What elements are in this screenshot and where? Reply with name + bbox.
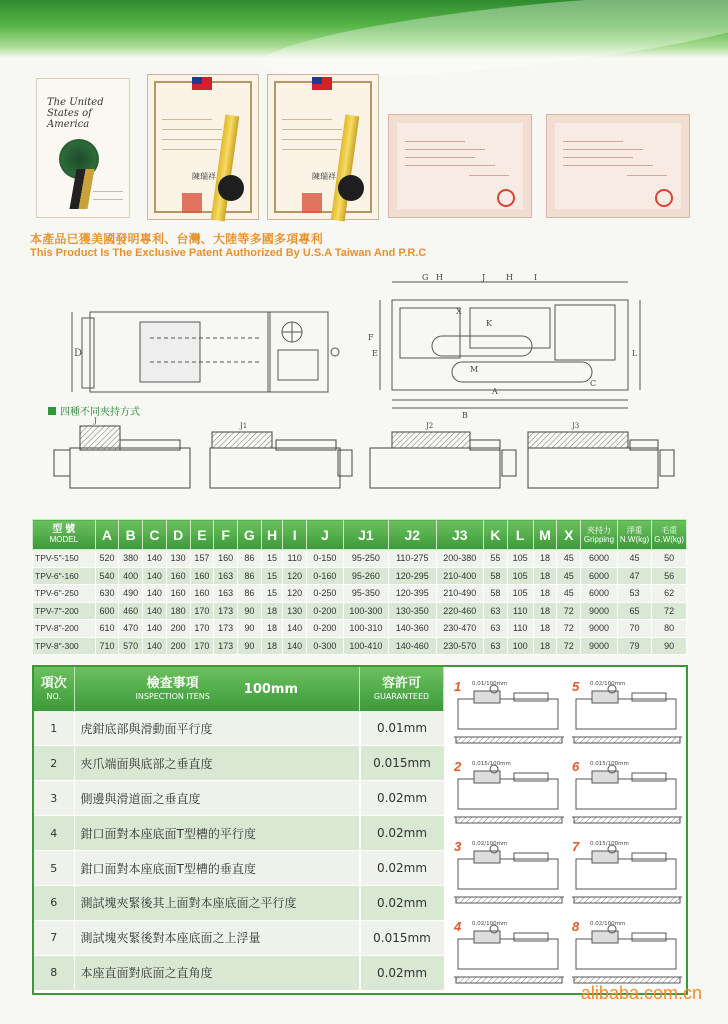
spec-cell: 710 <box>95 637 119 655</box>
inspection-diagram-4 <box>453 919 564 983</box>
header-g: G <box>238 520 262 550</box>
red-stamp-icon <box>497 189 515 207</box>
inspection-diagram-2 <box>453 759 564 823</box>
vise-body-outline <box>576 939 676 969</box>
header-h: H <box>261 520 283 550</box>
vise-body-outline <box>458 859 558 889</box>
diagram-number: 2 <box>454 759 462 774</box>
diagram-tolerance: 0.02/100mm <box>472 921 508 927</box>
svg-text:J2: J2 <box>426 422 434 430</box>
patent-statement-en: This Product Is The Exclusive Patent Authorized By U.S.A Taiwan And P.R.C <box>30 247 427 259</box>
inspection-diagram-8 <box>572 919 682 983</box>
header-gross-weight: 毛重 G.W(kg) <box>652 520 687 550</box>
inspection-row <box>34 711 444 746</box>
vise-body-outline <box>576 859 676 889</box>
header-j2: J2 <box>389 520 436 550</box>
spec-cell: 140-460 <box>389 637 436 655</box>
spec-cell: 140 <box>143 620 167 638</box>
diagram-number: 7 <box>572 839 580 854</box>
spec-cell: 140 <box>143 567 167 585</box>
spec-cell: 18 <box>533 550 557 568</box>
spec-cell: 200 <box>166 620 190 638</box>
inspection-diagram-7 <box>572 839 682 903</box>
spec-cell: 15 <box>261 550 283 568</box>
site-watermark: alibaba.com.cn <box>580 983 702 1003</box>
spec-row <box>33 637 687 655</box>
spec-cell: 173 <box>214 620 238 638</box>
spec-header-row <box>33 520 687 550</box>
svg-text:A: A <box>492 387 498 396</box>
spec-cell-model: TPV-7"-200 <box>33 602 96 620</box>
spec-cell: 100-310 <box>343 620 388 638</box>
spec-cell: 53 <box>617 585 652 603</box>
diagram-number: 4 <box>454 919 462 934</box>
header-l: L <box>507 520 533 550</box>
spec-cell: 100 <box>507 637 533 655</box>
header-guaranteed: 容許可 GUARANTEED <box>360 667 444 711</box>
spec-cell: 610 <box>95 620 119 638</box>
inspection-row <box>34 816 444 851</box>
certificate-signature: 陳瑞祥 <box>192 172 216 181</box>
diagram-tolerance: 0.015/100mm <box>590 841 629 847</box>
svg-text:C: C <box>590 379 597 388</box>
spec-cell: 79 <box>617 637 652 655</box>
spec-cell: 95-260 <box>343 567 388 585</box>
inspection-diagram-6 <box>572 759 682 823</box>
spec-row <box>33 567 687 585</box>
side-view-drawing <box>368 273 640 420</box>
spec-cell: 72 <box>557 637 581 655</box>
spec-cell: 86 <box>238 550 262 568</box>
inspection-val: 0.02mm <box>360 781 444 816</box>
header-b: B <box>119 520 143 550</box>
spec-cell: 45 <box>617 550 652 568</box>
spec-row <box>33 550 687 568</box>
inspection-item: 測試塊夾緊後其上面對本座底面之平行度 <box>74 885 360 920</box>
spec-cell: 160 <box>166 585 190 603</box>
clamping-method-drawings <box>54 417 674 488</box>
spec-cell: 110 <box>507 602 533 620</box>
inspection-no: 6 <box>34 885 74 920</box>
spec-cell: 0-200 <box>307 602 344 620</box>
inspection-row <box>34 781 444 816</box>
spec-cell: 210-490 <box>436 585 483 603</box>
spec-cell: 105 <box>507 550 533 568</box>
red-stamp-icon <box>302 193 322 213</box>
spec-cell: 160 <box>166 567 190 585</box>
header-c: C <box>143 520 167 550</box>
header-d: D <box>166 520 190 550</box>
spec-cell: 105 <box>507 585 533 603</box>
diagram-number: 8 <box>572 919 580 934</box>
spec-cell: 6000 <box>581 585 618 603</box>
spec-cell: 105 <box>507 567 533 585</box>
spec-cell-model: TPV-6"-250 <box>33 585 96 603</box>
patent-statement-cn: 本產品已獲美國發明專利、台灣、大陸等多國多項專利 <box>30 232 323 246</box>
spec-cell: 170 <box>190 602 214 620</box>
svg-text:M: M <box>470 365 479 374</box>
spec-cell: 58 <box>484 585 508 603</box>
inspection-no: 8 <box>34 955 74 990</box>
spec-cell: 600 <box>95 602 119 620</box>
inspection-no: 2 <box>34 746 74 781</box>
red-stamp-icon <box>655 189 673 207</box>
spec-cell: 470 <box>119 620 143 638</box>
inspection-val: 0.02mm <box>360 816 444 851</box>
spec-cell: 540 <box>95 567 119 585</box>
header-k: K <box>484 520 508 550</box>
inspection-header-row <box>34 667 444 711</box>
spec-cell: 140 <box>143 602 167 620</box>
spec-cell: 100-300 <box>343 602 388 620</box>
svg-text:J: J <box>482 273 486 282</box>
spec-cell: 173 <box>214 637 238 655</box>
specification-table <box>32 519 687 655</box>
inspection-item: 虎鉗底部與滑動面平行度 <box>74 711 360 746</box>
inspection-val: 0.02mm <box>360 885 444 920</box>
spec-cell: 160 <box>190 567 214 585</box>
inspection-row <box>34 885 444 920</box>
drawing-label-d: D <box>74 348 83 359</box>
spec-cell: 120 <box>283 567 307 585</box>
spec-cell: 95-250 <box>343 550 388 568</box>
usa-patent-certificate <box>36 78 130 218</box>
top-green-banner <box>0 0 728 58</box>
diagram-tolerance: 0.02/100mm <box>590 921 626 927</box>
svg-text:J: J <box>94 417 97 425</box>
spec-cell: 0-250 <box>307 585 344 603</box>
spec-cell-model: TPV-8"-200 <box>33 620 96 638</box>
china-patent-certificate-1 <box>388 114 532 218</box>
svg-text:X: X <box>456 307 462 316</box>
header-length: 100mm <box>243 681 299 697</box>
spec-cell: 160 <box>190 585 214 603</box>
inspection-no: 3 <box>34 781 74 816</box>
usa-certificate-title: The United States of America <box>47 97 104 130</box>
spec-cell: 120-295 <box>389 567 436 585</box>
taiwan-flag-icon <box>312 77 332 90</box>
spec-cell: 18 <box>533 620 557 638</box>
inspection-row <box>34 920 444 955</box>
inspection-row <box>34 955 444 990</box>
spec-cell: 18 <box>533 567 557 585</box>
spec-cell: 157 <box>190 550 214 568</box>
svg-text:J1: J1 <box>240 422 248 430</box>
inspection-no: 5 <box>34 851 74 886</box>
spec-cell: 380 <box>119 550 143 568</box>
text-line <box>93 191 123 192</box>
spec-cell: 230-570 <box>436 637 483 655</box>
vise-technical-drawings <box>0 270 728 500</box>
spec-cell-model: TPV-5"-150 <box>33 550 96 568</box>
spec-cell: 95-350 <box>343 585 388 603</box>
spec-cell: 72 <box>652 602 687 620</box>
spec-cell: 63 <box>484 620 508 638</box>
inspection-no: 1 <box>34 711 74 746</box>
spec-cell: 140 <box>143 585 167 603</box>
spec-cell: 45 <box>557 550 581 568</box>
header-x: X <box>557 520 581 550</box>
header-gripping: 夾持力 Gripping <box>581 520 618 550</box>
front-view-drawing <box>72 312 339 392</box>
spec-cell: 230-470 <box>436 620 483 638</box>
header-f: F <box>214 520 238 550</box>
inspection-no: 4 <box>34 816 74 851</box>
header-a: A <box>95 520 119 550</box>
svg-text:J3: J3 <box>572 422 580 430</box>
spec-cell: 90 <box>238 602 262 620</box>
spec-cell: 72 <box>557 620 581 638</box>
spec-cell: 140-360 <box>389 620 436 638</box>
diagram-tolerance: 0.02/100mm <box>590 681 626 687</box>
spec-cell: 130-350 <box>389 602 436 620</box>
spec-cell: 9000 <box>581 637 618 655</box>
diagram-tolerance: 0.015/100mm <box>472 761 511 767</box>
spec-cell: 80 <box>652 620 687 638</box>
vise-body-outline <box>576 699 676 729</box>
vise-body-outline <box>576 779 676 809</box>
spec-cell: 110 <box>507 620 533 638</box>
svg-text:H: H <box>506 273 513 282</box>
spec-cell: 90 <box>652 637 687 655</box>
text-line <box>93 199 123 200</box>
spec-row <box>33 602 687 620</box>
diagram-tolerance: 0.02/100mm <box>472 841 508 847</box>
spec-cell: 163 <box>214 567 238 585</box>
spec-cell: 130 <box>166 550 190 568</box>
wax-seal-icon <box>218 175 244 201</box>
header-i: I <box>283 520 307 550</box>
spec-cell: 47 <box>617 567 652 585</box>
spec-cell: 45 <box>557 585 581 603</box>
inspection-table-body <box>34 711 444 990</box>
spec-cell: 120-395 <box>389 585 436 603</box>
spec-cell: 110-275 <box>389 550 436 568</box>
spec-cell: 173 <box>214 602 238 620</box>
svg-text:B: B <box>462 411 468 420</box>
spec-cell: 0-200 <box>307 620 344 638</box>
header-j3: J3 <box>436 520 483 550</box>
diagram-tolerance: 0.01/100mm <box>472 681 508 687</box>
inspection-diagram-1 <box>454 679 564 743</box>
taiwan-patent-certificate-1 <box>147 74 259 220</box>
spec-cell: 90 <box>238 620 262 638</box>
spec-cell: 63 <box>484 637 508 655</box>
spec-cell: 6000 <box>581 567 618 585</box>
spec-cell: 180 <box>166 602 190 620</box>
inspection-row <box>34 851 444 886</box>
spec-cell: 400 <box>119 567 143 585</box>
spec-cell: 160 <box>214 550 238 568</box>
spec-cell: 140 <box>143 637 167 655</box>
inspection-diagram-5 <box>572 679 682 743</box>
spec-cell: 490 <box>119 585 143 603</box>
spec-cell: 15 <box>261 567 283 585</box>
svg-text:G: G <box>422 273 429 282</box>
header-model: 型 號 MODEL <box>33 520 96 550</box>
spec-cell: 520 <box>95 550 119 568</box>
inspection-diagrams <box>448 671 686 993</box>
inspection-val: 0.015mm <box>360 746 444 781</box>
inspection-item: 鉗口面對本座底面T型槽的平行度 <box>74 816 360 851</box>
caption-text: 四種不同夾持方式 <box>60 407 140 418</box>
spec-cell: 18 <box>533 585 557 603</box>
spec-cell: 63 <box>484 602 508 620</box>
taiwan-patent-certificate-2 <box>267 74 379 220</box>
svg-text:E: E <box>372 349 378 358</box>
china-patent-certificate-2 <box>546 114 690 218</box>
vise-body-outline <box>458 939 558 969</box>
spec-cell: 18 <box>533 602 557 620</box>
spec-cell: 86 <box>238 585 262 603</box>
wax-seal-icon <box>338 175 364 201</box>
spec-cell: 170 <box>190 620 214 638</box>
svg-text:K: K <box>486 319 492 328</box>
spec-cell: 9000 <box>581 620 618 638</box>
clamping-method-1 <box>54 417 190 488</box>
spec-cell: 45 <box>557 567 581 585</box>
inspection-item: 本座直面對底面之直角度 <box>74 955 360 990</box>
inspection-item: 夾爪端面與底部之垂直度 <box>74 746 360 781</box>
clamping-method-3 <box>370 422 516 488</box>
red-stamp-icon <box>182 193 202 213</box>
spec-cell: 140 <box>283 620 307 638</box>
spec-cell: 70 <box>617 620 652 638</box>
clamping-method-2 <box>210 422 352 488</box>
diagram-number: 5 <box>572 679 580 694</box>
inspection-panel <box>32 665 688 995</box>
spec-cell: 200-380 <box>436 550 483 568</box>
spec-row <box>33 620 687 638</box>
svg-text:I: I <box>534 273 538 282</box>
svg-text:L: L <box>632 349 638 358</box>
spec-cell: 56 <box>652 567 687 585</box>
inspection-val: 0.015mm <box>360 920 444 955</box>
spec-cell: 0-160 <box>307 567 344 585</box>
inspection-val: 0.02mm <box>360 955 444 990</box>
spec-table-body <box>33 550 687 655</box>
inspection-val: 0.02mm <box>360 851 444 886</box>
spec-cell: 65 <box>617 602 652 620</box>
header-j: J <box>307 520 344 550</box>
spec-cell: 6000 <box>581 550 618 568</box>
spec-cell: 200 <box>166 637 190 655</box>
diagram-number: 1 <box>454 679 462 694</box>
inspection-item: 側邊與滑道面之垂直度 <box>74 781 360 816</box>
vise-body-outline <box>458 779 558 809</box>
svg-text:H: H <box>436 273 443 282</box>
inspection-no: 7 <box>34 920 74 955</box>
spec-cell: 140 <box>283 637 307 655</box>
clamping-method-4 <box>528 422 674 488</box>
green-square-icon <box>48 407 56 415</box>
spec-cell: 130 <box>283 602 307 620</box>
spec-row <box>33 585 687 603</box>
spec-cell: 120 <box>283 585 307 603</box>
vise-body-outline <box>458 699 558 729</box>
spec-cell: 0-300 <box>307 637 344 655</box>
header-net-weight: 淨重 N.W(kg) <box>617 520 652 550</box>
spec-cell: 570 <box>119 637 143 655</box>
spec-cell: 18 <box>261 637 283 655</box>
diagram-number: 3 <box>454 839 462 854</box>
certificate-signature: 陳瑞祥 <box>312 172 336 181</box>
header-e: E <box>190 520 214 550</box>
spec-cell: 90 <box>238 637 262 655</box>
spec-cell: 62 <box>652 585 687 603</box>
spec-cell: 55 <box>484 550 508 568</box>
clamping-methods-caption <box>48 403 140 418</box>
spec-cell: 18 <box>533 637 557 655</box>
spec-cell: 58 <box>484 567 508 585</box>
spec-cell: 630 <box>95 585 119 603</box>
header-j1: J1 <box>343 520 388 550</box>
inspection-val: 0.01mm <box>360 711 444 746</box>
spec-cell: 0-150 <box>307 550 344 568</box>
spec-cell-model: TPV-8"-300 <box>33 637 96 655</box>
spec-cell: 100-410 <box>343 637 388 655</box>
inspection-diagram-3 <box>454 839 564 903</box>
spec-cell: 210-400 <box>436 567 483 585</box>
spec-cell: 50 <box>652 550 687 568</box>
spec-cell: 220-460 <box>436 602 483 620</box>
spec-cell: 110 <box>283 550 307 568</box>
header-inspection-items: 檢查事項 INSPECTION ITENS 100mm <box>74 667 360 711</box>
spec-cell: 170 <box>190 637 214 655</box>
spec-cell: 460 <box>119 602 143 620</box>
spec-cell: 15 <box>261 585 283 603</box>
inspection-table <box>34 667 444 991</box>
inspection-row <box>34 746 444 781</box>
diagram-number: 6 <box>572 759 580 774</box>
spec-cell-model: TPV-6"-160 <box>33 567 96 585</box>
spec-cell: 72 <box>557 602 581 620</box>
spec-cell: 140 <box>143 550 167 568</box>
inspection-item: 鉗口面對本座底面T型槽的垂直度 <box>74 851 360 886</box>
spec-cell: 163 <box>214 585 238 603</box>
inspection-item: 測試塊夾緊後對本座底面之上浮量 <box>74 920 360 955</box>
header-no: 項次 NO. <box>34 667 74 711</box>
spec-cell: 9000 <box>581 602 618 620</box>
svg-text:F: F <box>368 333 374 342</box>
spec-cell: 18 <box>261 620 283 638</box>
spec-cell: 18 <box>261 602 283 620</box>
header-m: M <box>533 520 557 550</box>
taiwan-flag-icon <box>192 77 212 90</box>
spec-cell: 86 <box>238 567 262 585</box>
diagram-tolerance: 0.015/100mm <box>590 761 629 767</box>
